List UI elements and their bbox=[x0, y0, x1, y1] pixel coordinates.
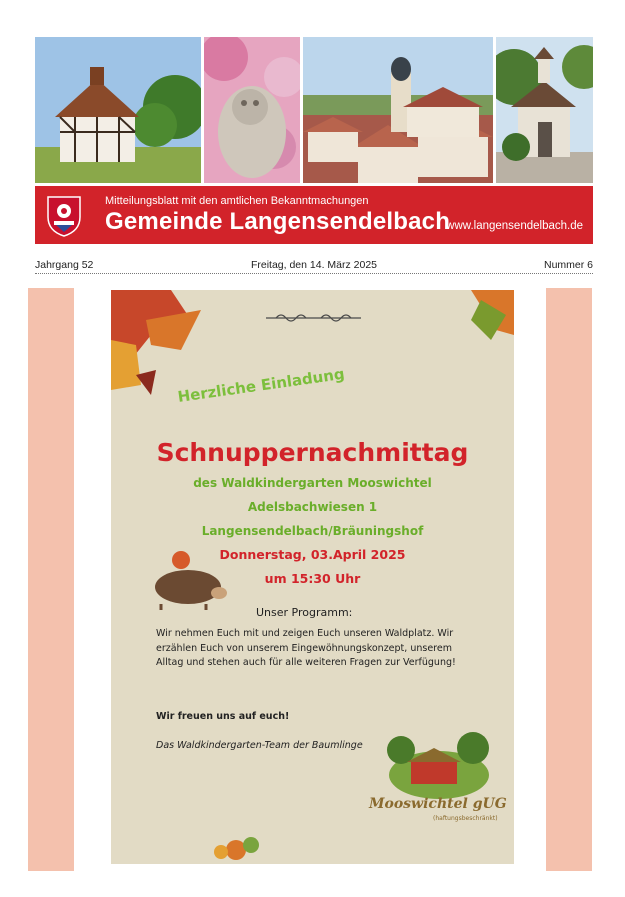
photo-church-village bbox=[303, 37, 493, 183]
issue-info-bar bbox=[35, 259, 593, 273]
invitation-poster bbox=[111, 290, 514, 864]
masthead-title: Gemeinde Langensendelbach bbox=[105, 208, 451, 235]
website-link[interactable]: www.langensendelbach.de bbox=[446, 220, 583, 232]
photo-small-chapel bbox=[496, 37, 593, 183]
program-heading: Unser Programm: bbox=[256, 606, 353, 619]
program-text: Wir nehmen Euch mit und zeigen Euch unseren Waldplatz. Wir erzählen Euch von unserem Eingewöhnungskonzept, unserem Alltag und stehen auch für alle weiteren Fragen zur Verfügung! bbox=[156, 628, 456, 668]
issue-number: Nummer 6 bbox=[543, 259, 593, 271]
event-date: Donnerstag, 03.April 2025 bbox=[219, 547, 406, 562]
issue-date: Freitag, den 14. März 2025 bbox=[250, 259, 378, 271]
event-time: um 15:30 Uhr bbox=[264, 571, 361, 586]
header-photo-strip bbox=[35, 37, 593, 183]
logo-subtitle: (haftungsbeschränkt) bbox=[433, 815, 498, 822]
right-decor-strip bbox=[546, 288, 592, 871]
ornament-icon bbox=[266, 315, 361, 321]
volume-number: Jahrgang 52 bbox=[35, 259, 94, 271]
address-line: Adelsbachwiesen 1 bbox=[247, 500, 378, 514]
location-line: Langensendelbach/Bräuningshof bbox=[201, 524, 424, 538]
masthead-banner bbox=[35, 186, 593, 244]
masthead-subtitle: Mitteilungsblatt mit den amtlichen Bekanntmachungen bbox=[105, 195, 369, 207]
coat-of-arms-icon bbox=[46, 195, 82, 237]
event-title: Schnuppernachmittag bbox=[156, 438, 469, 467]
closing-line: Wir freuen uns auf euch! bbox=[156, 711, 290, 722]
signature-line: Das Waldkindergarten-Team der Baumlinge bbox=[156, 740, 363, 751]
organizer-line: des Waldkindergarten Mooswichtel bbox=[193, 476, 432, 490]
divider bbox=[35, 273, 593, 274]
photo-half-timbered-house bbox=[35, 37, 201, 183]
flower-decor-icon bbox=[214, 837, 259, 860]
logo-name: Mooswichtel gUG bbox=[369, 796, 507, 812]
greeting-text: Herzliche Einladung bbox=[176, 364, 346, 406]
photo-fountain-sculpture bbox=[204, 37, 300, 183]
left-decor-strip bbox=[28, 288, 74, 871]
mooswichtel-logo-icon bbox=[387, 732, 489, 799]
